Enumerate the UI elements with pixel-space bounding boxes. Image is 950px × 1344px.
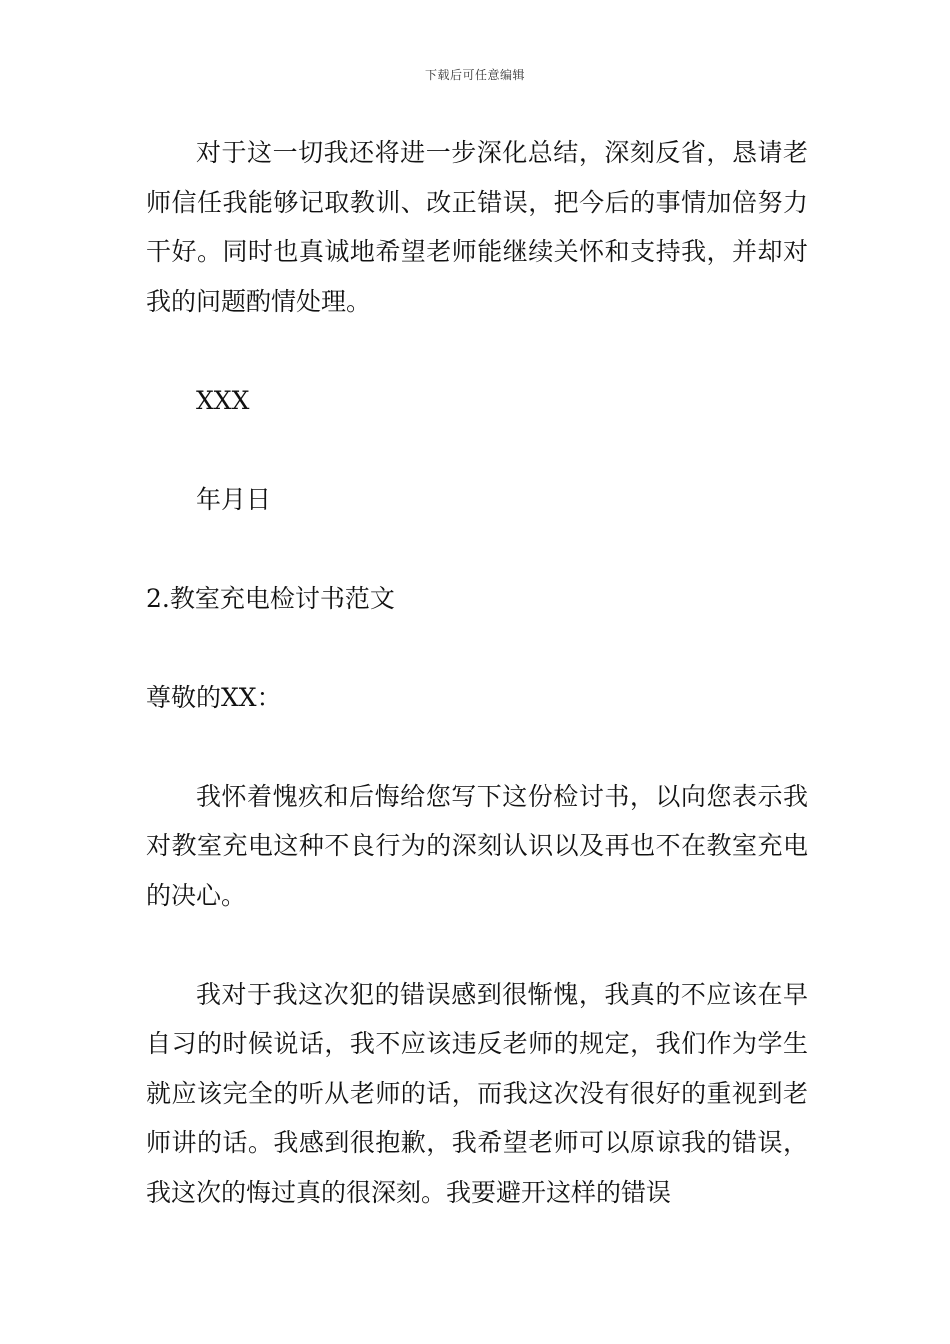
paragraph-apology: 我对于我这次犯的错误感到很惭愧，我真的不应该在早自习的时候说话，我不应该违反老师的规定，我们作为学生就应该完全的听从老师的话，而我这次没有很好的重视到老师讲的话。我感到很抱歉，我希望老师可以原谅我的错误，我这次的悔过真的很深刻。我要避开这样的错误 [146,979,808,1207]
signature-name: XXX [196,385,250,415]
document-body [146,128,808,1217]
page-header: 下载后可任意编辑 [424,68,525,82]
paragraph-closing-reflection: 对于这一切我还将进一步深化总结，深刻反省，恳请老师信任我能够记取教训、改正错误，把今后的事情加倍努力干好。同时也真诚地希望老师能继续关怀和支持我，并却对我的问题酌情处理。 [146,138,808,316]
signature-date: 年月日 [196,484,272,514]
paragraph-intro: 我怀着愧疚和后悔给您写下这份检讨书，以向您表示我对教室充电这种不良行为的深刻认识以及再也不在教室充电的决心。 [146,781,808,910]
section-heading: 2.教室充电检讨书范文 [146,583,395,613]
salutation: 尊敬的XX： [146,682,282,712]
